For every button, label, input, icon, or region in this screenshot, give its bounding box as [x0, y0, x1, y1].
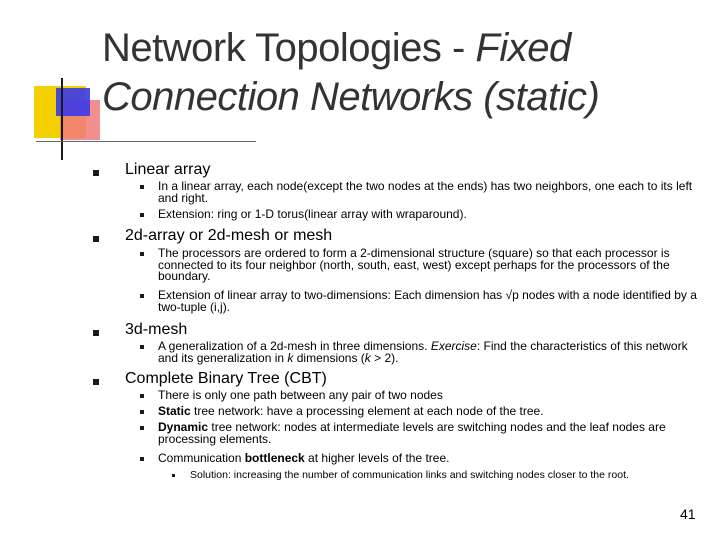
- subsub-bullet-square-icon: [172, 474, 175, 477]
- sub-bullet-square-icon: [140, 252, 144, 256]
- bullet-square-icon: [93, 330, 99, 336]
- bullet-2d-mesh: 2d-array or 2d-mesh or mesh: [125, 227, 333, 244]
- sub-bullet-square-icon: [140, 185, 144, 189]
- sub-bullet-square-icon: [140, 213, 144, 217]
- text-run: A generalization of a 2d-mesh in three dimensions.: [158, 339, 431, 353]
- text-run: > 2).: [370, 350, 399, 365]
- text-run: at higher levels of the tree.: [304, 451, 450, 465]
- slide-title: [102, 24, 702, 122]
- text-run: : Find the characteristics of this network and its generalization in: [158, 339, 688, 365]
- subsub-bullet-text: Solution: increasing the number of communication links and switching nodes closer to the root.: [190, 469, 629, 481]
- text-run: tree network: nodes at intermediate levels are switching nodes and the leaf nodes are processing elements.: [158, 420, 666, 446]
- sub-bullet-square-icon: [140, 426, 144, 430]
- bullet-square-icon: [93, 236, 99, 242]
- text-run-italic: k: [287, 350, 294, 365]
- sub-bullet-text: [158, 341, 703, 364]
- text-run: tree network: have a processing element at each node of the tree.: [190, 404, 544, 418]
- text-run-italic: k: [364, 350, 371, 365]
- text-run-italic: Exercise: [430, 339, 477, 353]
- sub-bullet-text: Extension: ring or 1-D torus(linear array with wraparound).: [158, 207, 467, 221]
- sub-bullet-text: The processors are ordered to form a 2-dimensional structure (square) so that each processor is connected to its four neighbor (north, south, east, west) except perhaps for the processors of the boundary.: [158, 246, 670, 283]
- title-line1-plain: Network Topologies -: [102, 26, 476, 70]
- sub-bullet-square-icon: [140, 394, 144, 398]
- text-run-bold: Static: [158, 404, 191, 418]
- sub-bullet-text: Extension of linear array to two-dimensions: Each dimension has √p nodes with a node identified by a two-tuple (i,j).: [158, 288, 697, 314]
- deco-horizontal-line: [36, 141, 256, 142]
- text-run-bold: bottleneck: [244, 451, 305, 465]
- sub-bullet-square-icon: [140, 410, 144, 414]
- sub-bullet-text: [158, 406, 703, 418]
- text-run: dimensions (: [293, 350, 365, 365]
- text-run-bold: Dynamic: [158, 420, 209, 434]
- deco-vertical-line: [61, 78, 63, 160]
- sub-bullet-square-icon: [140, 345, 144, 349]
- sub-bullet-square-icon: [140, 294, 144, 298]
- sub-bullet-text: [158, 422, 703, 445]
- bullet-square-icon: [93, 379, 99, 385]
- bullet-3d-mesh: 3d-mesh: [125, 321, 188, 338]
- text-run: Communication: [158, 451, 245, 465]
- sub-bullet-square-icon: [140, 457, 144, 461]
- sub-bullet-text: [158, 453, 703, 465]
- title-line1-italic: Fixed: [475, 26, 571, 70]
- bullet-linear-array: Linear array: [125, 161, 211, 178]
- title-line2-italic: Connection Networks (static): [102, 75, 600, 119]
- sub-bullet-text: In a linear array, each node(except the two nodes at the ends) has two neighbors, one each to its left and right.: [158, 179, 693, 205]
- bullet-square-icon: [93, 170, 99, 176]
- sub-bullet-text: There is only one path between any pair of two nodes: [158, 388, 443, 402]
- page-number: 41: [680, 506, 696, 522]
- bullet-cbt: Complete Binary Tree (CBT): [125, 370, 327, 387]
